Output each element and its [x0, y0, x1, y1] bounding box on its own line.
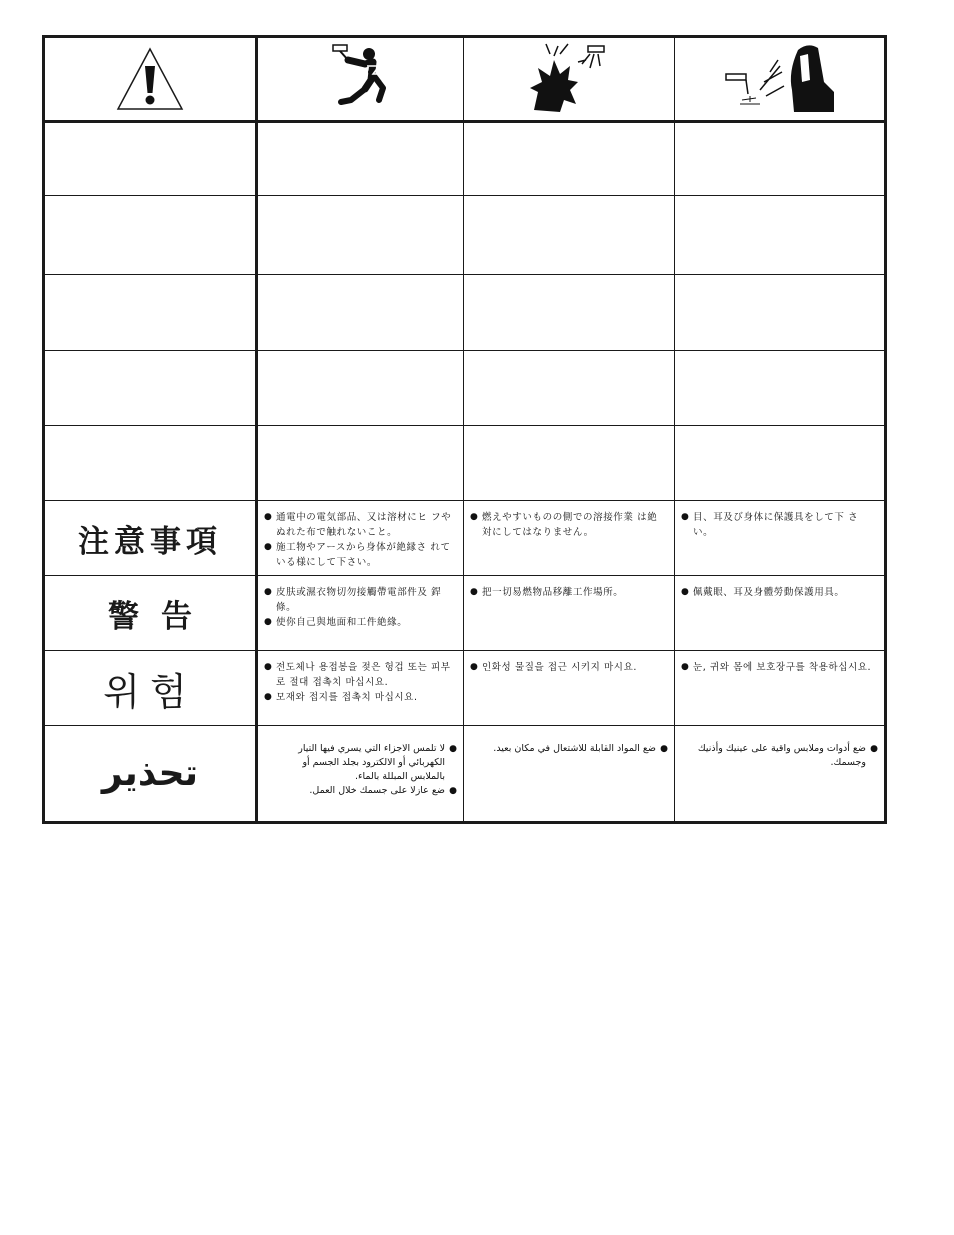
- list-item: ● 전도체나 용접봉을 젖은 헝겁 또는 피부로 절대 접촉치 마십시요.: [264, 660, 455, 690]
- chinese-helmet-list: [675, 576, 884, 600]
- korean-row: [44, 651, 886, 726]
- blank-row: [44, 275, 886, 351]
- fire-cell: [464, 37, 675, 122]
- arabic-helmet-list: [675, 726, 884, 770]
- blank-row: [44, 122, 886, 196]
- chinese-heading: 警告: [108, 598, 214, 635]
- arabic-row: [44, 726, 886, 823]
- list-item: ● ضع أدوات وملابس واقية على عينيك وأذنيك وجسمك.: [683, 742, 878, 770]
- fire-explosion-icon: [464, 42, 674, 116]
- chinese-fire-list: [464, 576, 674, 600]
- blank-row: [44, 351, 886, 426]
- japanese-fire-list: [464, 501, 674, 540]
- list-item: ● 通電中の電気部品、又は溶材にヒ フやぬれた布で触れないこと。: [264, 510, 455, 540]
- list-item: ● لا تلمس الاجزاء التي يسري فيها التيار الكهربائي أو الالكترود بجلد الجسم أو بالملابس المبللة بالماء.: [266, 742, 457, 784]
- list-item: ● 눈, 귀와 몸에 보호장구를 착용하십시요.: [681, 660, 876, 675]
- korean-helmet-list: [675, 651, 884, 675]
- helmet-cell: [675, 37, 886, 122]
- list-item: ● 目、耳及び身体に保護具をして下 さい。: [681, 510, 876, 540]
- blank-row: [44, 426, 886, 501]
- list-item: ● 皮肤或濕衣物切勿接觸帶電部件及 銲條。: [264, 585, 455, 615]
- shock-cell: [257, 37, 464, 122]
- arabic-fire-list: [464, 726, 674, 756]
- japanese-heading: 注意事項: [78, 523, 222, 560]
- chinese-shock-list: [258, 576, 463, 630]
- blank-row: [44, 196, 886, 275]
- warning-triangle-icon: [45, 46, 255, 112]
- welding-helmet-icon: [675, 42, 884, 116]
- icon-row: [44, 37, 886, 122]
- chinese-row: [44, 576, 886, 651]
- warning-cell: [44, 37, 257, 122]
- korean-shock-list: [258, 651, 463, 705]
- arabic-heading: تحذير: [101, 753, 199, 794]
- korean-fire-list: [464, 651, 674, 675]
- multilingual-safety-table: [42, 35, 887, 824]
- list-item: ● 모재와 접지를 접촉치 마십시요.: [264, 690, 455, 705]
- japanese-row: [44, 501, 886, 576]
- list-item: ● 燃えやすいものの側での溶接作業 は絶対にしてはなりません。: [470, 510, 666, 540]
- korean-heading: 위험: [103, 669, 197, 714]
- list-item: ● 施工物やアースから身体が絶縁さ れている様にして下さい。: [264, 540, 455, 570]
- list-item: ● 使你自己與地面和工件絶緣。: [264, 615, 455, 630]
- electric-shock-icon: [258, 42, 463, 116]
- list-item: ● 把一切易燃物品移離工作場所。: [470, 585, 666, 600]
- japanese-helmet-list: [675, 501, 884, 540]
- list-item: ● ضع عازلا على جسمك خلال العمل.: [266, 784, 457, 798]
- list-item: ● 인화성 물질을 접근 시키지 마시요.: [470, 660, 666, 675]
- arabic-shock-list: [258, 726, 463, 798]
- japanese-shock-list: [258, 501, 463, 570]
- list-item: ● 佩戴眼、耳及身體勞動保護用具。: [681, 585, 876, 600]
- list-item: ● ضع المواد القابلة للاشتعال في مكان بعيد.: [472, 742, 668, 756]
